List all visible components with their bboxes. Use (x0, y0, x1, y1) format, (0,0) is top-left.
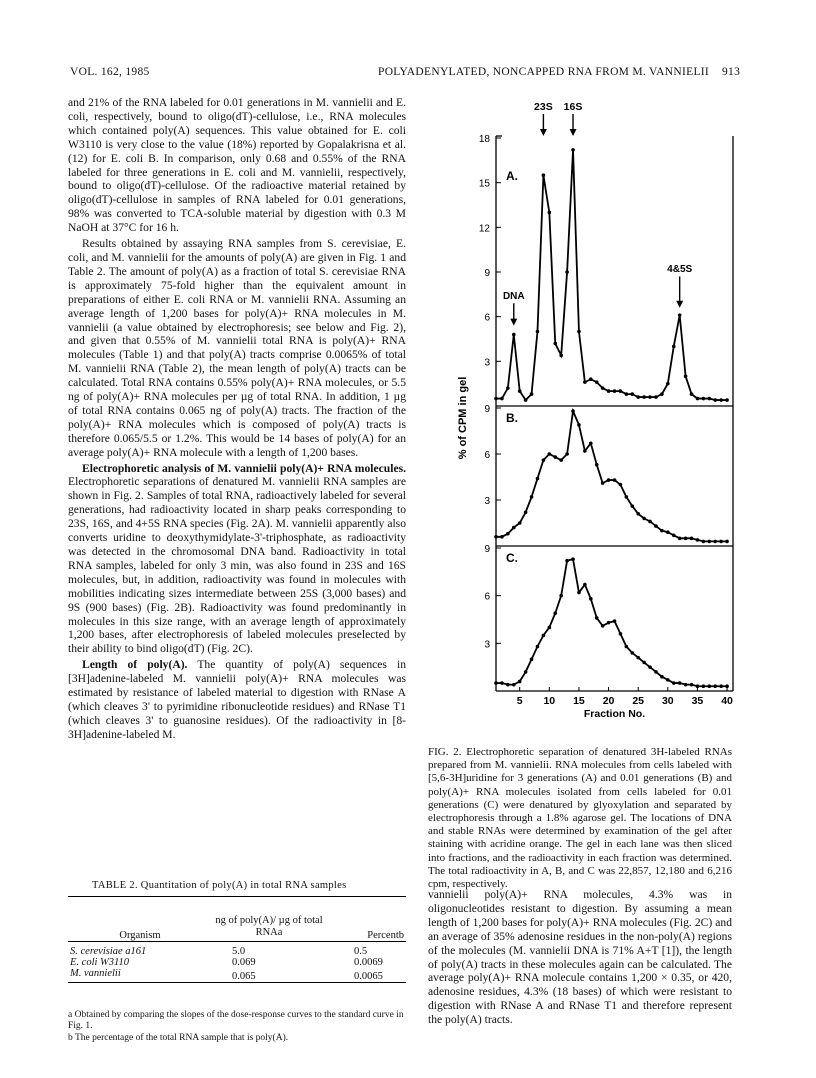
data-point (708, 684, 712, 688)
data-point (500, 535, 504, 539)
data-point (565, 270, 569, 274)
data-point (524, 510, 528, 514)
data-point (595, 463, 599, 467)
data-point (690, 683, 694, 687)
peak-4-5s-arrowhead (676, 301, 683, 308)
data-point (571, 409, 575, 413)
data-point (601, 386, 605, 390)
running-head-title: POLYADENYLATED, NONCAPPED RNA FROM M. VANNIELII (378, 66, 710, 78)
paragraph-4-body: The quantity of poly(A) sequences in [3H]adenine-labeled M. vannielii poly(A)+ RNA molecules was estimated by resistance of labeled material to digestion with RNase A (which cleaves 3' to pyrimidine ribonucleotide residues) and RNase T1 (which cleaves 3' to guanosine residues). Of the radioactivity in [8-3H]adenine-labeled M. (68, 658, 406, 741)
table-row: E. coli W3110 0.069 0.0069 (70, 957, 383, 968)
data-point (571, 148, 575, 152)
data-point (708, 397, 712, 401)
x-axis-label: Fraction No. (583, 708, 646, 720)
data-point (696, 538, 700, 542)
data-point (583, 449, 587, 453)
panel-label: C. (506, 551, 518, 565)
y-tick-label: 3 (484, 639, 490, 651)
y-axis-label: % of CPM in gel (457, 376, 469, 460)
data-point (506, 386, 510, 390)
data-point (524, 670, 528, 674)
data-point (518, 389, 522, 393)
peak-dna-arrowhead (510, 319, 517, 326)
data-point (548, 626, 552, 630)
data-point (506, 683, 510, 687)
data-point (684, 374, 688, 378)
data-point (607, 478, 611, 482)
page-number: 913 (722, 66, 741, 78)
data-point (678, 537, 682, 541)
table-row: S. cerevisiae a161 5.0 0.5 (70, 946, 368, 957)
data-point (672, 345, 676, 349)
x-tick-label: 10 (543, 695, 556, 707)
data-point (559, 458, 563, 462)
data-point (494, 681, 498, 685)
right-column-continuation: vannielii poly(A)+ RNA molecules, 4.3% was in oligonucleotides resistant to digestion. By assuming a mean length of 1,200 bases for poly(A)+ RNA molecules (Fig. 2C) and an average of 35% adenosine residues in the non-poly(A) regions of the molecules (M. vannielii DNA is 71% A+T [1]), the length of poly(A) tracts in these molecules again can be calculated. The average poly(A)+ RNA molecule contains 1,200 × 0.35, or 420, adenosine residues, 4.3% (18 bases) of which were resistant to digestion with RNase A and RNase T1 and therefore represent the poly(A) tracts. (428, 888, 732, 1027)
data-point (583, 583, 587, 587)
data-point (702, 684, 706, 688)
data-point (696, 397, 700, 401)
data-point (619, 632, 623, 636)
table-row: M. vannielii 0.065 0.0065 (68, 968, 406, 983)
data-point (589, 441, 593, 445)
data-point (666, 678, 670, 682)
table-2 (68, 896, 406, 983)
data-point (660, 675, 664, 679)
data-point (713, 684, 717, 688)
data-point (713, 398, 717, 402)
data-point (589, 597, 593, 601)
data-point (553, 455, 557, 459)
y-tick-label: 6 (484, 312, 490, 324)
data-point (672, 533, 676, 537)
data-point (571, 557, 575, 561)
left-column (68, 96, 406, 744)
table-header-ng-poly-a: ng of poly(A)/ µg of total RNAa (215, 915, 323, 938)
data-point (642, 517, 646, 521)
data-point (577, 330, 581, 334)
section-heading-electrophoretic: Electrophoretic analysis of M. vannielii poly(A)+ RNA molecules. (82, 461, 406, 475)
data-point (518, 521, 522, 525)
data-point (548, 452, 552, 456)
data-point (719, 540, 723, 544)
data-point (625, 392, 629, 396)
data-point (536, 477, 540, 481)
y-tick-label: 15 (478, 178, 490, 190)
x-tick-label: 20 (602, 695, 615, 707)
data-point (642, 661, 646, 665)
data-point (589, 377, 593, 381)
series-line (496, 559, 727, 686)
data-point (654, 524, 658, 528)
data-point (512, 526, 516, 530)
data-point (524, 398, 528, 402)
y-tick-label: 18 (478, 134, 490, 145)
data-point (725, 398, 729, 402)
data-point (601, 481, 605, 485)
data-point (666, 382, 670, 386)
data-point (577, 591, 581, 595)
data-point (702, 397, 706, 401)
data-point (708, 540, 712, 544)
table-footnote-b: b The percentage of the total RNA sample that is poly(A). (68, 1033, 289, 1043)
y-tick-label: 3 (484, 357, 490, 369)
data-point (636, 656, 640, 660)
data-point (530, 657, 534, 661)
data-point (577, 423, 581, 427)
data-point (690, 537, 694, 541)
data-point (719, 684, 723, 688)
peak-label-16s: 16S (563, 101, 583, 113)
data-point (654, 395, 658, 399)
data-point (548, 211, 552, 215)
data-point (678, 681, 682, 685)
data-point (719, 398, 723, 402)
data-point (630, 651, 634, 655)
data-point (595, 380, 599, 384)
peak-16s-arrowhead (570, 129, 577, 136)
table-2-title: TABLE 2. Quantitation of poly(A) in total RNA samples (92, 880, 347, 891)
x-tick-label: 35 (691, 695, 704, 707)
figure-2-caption: FIG. 2. Electrophoretic separation of denatured 3H-labeled RNAs prepared from M. vannielii. RNA molecules from cells labeled with [5,6-3H]uridine for 3 generations (A) and 0.01 generations (B) and poly(A)+ RNA molecules isolated from cells labeled for 0.01 generations (C) were denatured by glyoxylation and separated by electrophoresis through a 1.8% agarose gel. The locations of DNA and stable RNAs were determined by examination of the gel after staining with acridine orange. The gel in each lane was then sliced into fractions, and the radioactivity in each fraction was determined. The total radioactivity in A, B, and C was 22,857, 12,180 and 6,216 cpm, respectively. (428, 746, 732, 891)
data-point (559, 354, 563, 358)
data-point (494, 397, 498, 401)
data-point (672, 681, 676, 685)
section-heading-poly-a-length: Length of poly(A). (82, 658, 188, 672)
data-point (512, 683, 516, 687)
data-point (601, 624, 605, 628)
data-point (660, 392, 664, 396)
paragraph-3 (68, 462, 406, 657)
peak-23s-arrowhead (540, 129, 547, 136)
series-line (496, 150, 727, 400)
y-tick-label: 6 (484, 591, 490, 603)
x-tick-label: 40 (721, 695, 733, 707)
data-point (583, 380, 587, 384)
data-point (553, 611, 557, 615)
x-tick-label: 15 (573, 695, 585, 707)
y-tick-label: 6 (484, 450, 490, 461)
data-point (607, 389, 611, 393)
data-point (595, 616, 599, 620)
data-point (660, 529, 664, 533)
data-point (678, 313, 682, 317)
table-footnote-a: a Obtained by comparing the slopes of the dose-response curves to the standard curve in Fig. 1. (68, 1010, 404, 1031)
x-tick-label: 30 (661, 695, 674, 707)
data-point (500, 681, 504, 685)
data-point (666, 530, 670, 534)
data-point (542, 634, 546, 638)
paragraph-4 (68, 658, 406, 741)
data-point (684, 683, 688, 687)
y-tick-label: 9 (484, 404, 490, 415)
data-point (648, 520, 652, 524)
data-point (713, 540, 717, 544)
data-point (630, 504, 634, 508)
data-point (636, 395, 640, 399)
data-point (565, 452, 569, 456)
data-point (559, 594, 563, 598)
data-point (613, 619, 617, 623)
paragraph-3-body: Electrophoretic separations of denatured M. vannielii RNA samples are shown in Fig. 2. Samples of total RNA, radioactively labeled for several generations, had radioactivity located in sharp peaks corresponding to 23S, 16S, and 4+5S RNA species (Fig. 2A). M. vannielii apparently also converts uridine to deoxythymidylate-3'-triphosphate, as radioactivity was detected in the chromosomal DNA band. Radioactivity in total RNA samples, labeled for only 3 min, was also found in 23S and 16S molecules, but, in addition, radioactivity was found in molecules with mobilities indicating sizes intermediate between 25S (3,000 bases) and 9S (900 bases) (Fig. 2B). Radioactivity was found predominantly in molecules in this size range, with an average length of approximately 1,200 bases, after electrophoresis of labeled molecules preselected by their ability to bind oligo(dT) (Fig. 2C). (68, 475, 406, 656)
data-point (648, 665, 652, 669)
paragraph-1: and 21% of the RNA labeled for 0.01 generations in M. vannielii and E. coli, respectively, bound to oligo(dT)-cellulose, i.e., RNA molecules which contained poly(A) sequences. This value obtained for E. coli W3110 is very close to the value (18%) reported by Gopalakrisna et al. (12) for E. coli B. In comparison, only 0.68 and 0.55% of the RNA labeled for three generations in E. coli and M. vannielii, respectively, bound to oligo(dT)-cellulose. Of the radioactive material retained by oligo(dT)-cellulose in samples of RNA labeled for 0.01 generations, 98% was converted to TCA-soluble material by digestion with 0.3 M NaOH at 37°C for 16 h. (68, 96, 406, 235)
data-point (648, 395, 652, 399)
data-point (619, 483, 623, 487)
data-point (494, 535, 498, 539)
figure-2-chart (428, 88, 758, 720)
data-point (607, 621, 611, 625)
paragraph-2: Results obtained by assaying RNA samples from S. cerevisiae, E. coli, and M. vannielii for the amounts of poly(A) are given in Fig. 1 and Table 2. The amount of poly(A) as a fraction of total S. cerevisiae RNA is approximately 75-fold higher than the equivalent amount in preparations of either E. coli RNA or M. vannielii RNA. Assuming an average length of 1,200 bases for poly(A)+ RNA molecules in M. vannielii (a value obtained by electrophoresis; see below and Fig. 2), and given that 0.55% of M. vannielii total RNA is poly(A)+ RNA molecules (Table 1) and that poly(A) tracts comprise 0.0065% of total M. vannielii RNA (Table 2), the mean length of poly(A) tracts can be calculated. Total RNA contains 0.55% poly(A)+ RNA molecules, or 5.5 ng of poly(A)+ RNA molecules per µg of total RNA. In addition, 1 µg of total RNA contains 0.065 ng of poly(A) tracts. The fraction of the poly(A)+ RNA molecules which is composed of poly(A) tracts is therefore 0.065/5.5 or 1.2%. This would be 14 bases of poly(A) for an average poly(A)+ RNA molecule with a length of 1,200 bases. (68, 237, 406, 459)
peak-label-4-5s: 4&5S (667, 264, 693, 275)
data-point (642, 395, 646, 399)
data-point (536, 330, 540, 334)
y-tick-label: 3 (484, 496, 490, 507)
data-point (536, 645, 540, 649)
data-point (530, 392, 534, 396)
data-point (542, 458, 546, 462)
panel-label: A. (506, 169, 518, 183)
data-point (518, 680, 522, 684)
series-line (496, 411, 727, 541)
x-tick-label: 25 (632, 695, 645, 707)
panel-label: B. (506, 411, 518, 425)
data-point (613, 478, 617, 482)
table-header-organism: Organism (119, 930, 161, 941)
data-point (512, 333, 516, 337)
data-point (684, 537, 688, 541)
data-point (690, 392, 694, 396)
y-tick-label: 9 (484, 268, 490, 279)
data-point (565, 559, 569, 563)
y-tick-label: 9 (484, 544, 490, 555)
data-point (636, 512, 640, 516)
data-point (619, 389, 623, 393)
y-tick-label: 12 (478, 223, 490, 235)
data-point (553, 342, 557, 346)
data-point (613, 389, 617, 393)
data-point (542, 173, 546, 177)
data-point (500, 397, 504, 401)
peak-label-23s: 23S (534, 101, 553, 113)
table-header-percent: Percentb (367, 930, 404, 941)
data-point (630, 392, 634, 396)
x-tick-label: 5 (516, 695, 523, 707)
data-point (702, 540, 706, 544)
data-point (530, 495, 534, 499)
running-head-volume: VOL. 162, 1985 (70, 66, 150, 78)
data-point (725, 540, 729, 544)
data-point (654, 670, 658, 674)
data-point (625, 645, 629, 649)
data-point (625, 495, 629, 499)
data-point (506, 532, 510, 536)
peak-label-dna: DNA (502, 290, 525, 302)
